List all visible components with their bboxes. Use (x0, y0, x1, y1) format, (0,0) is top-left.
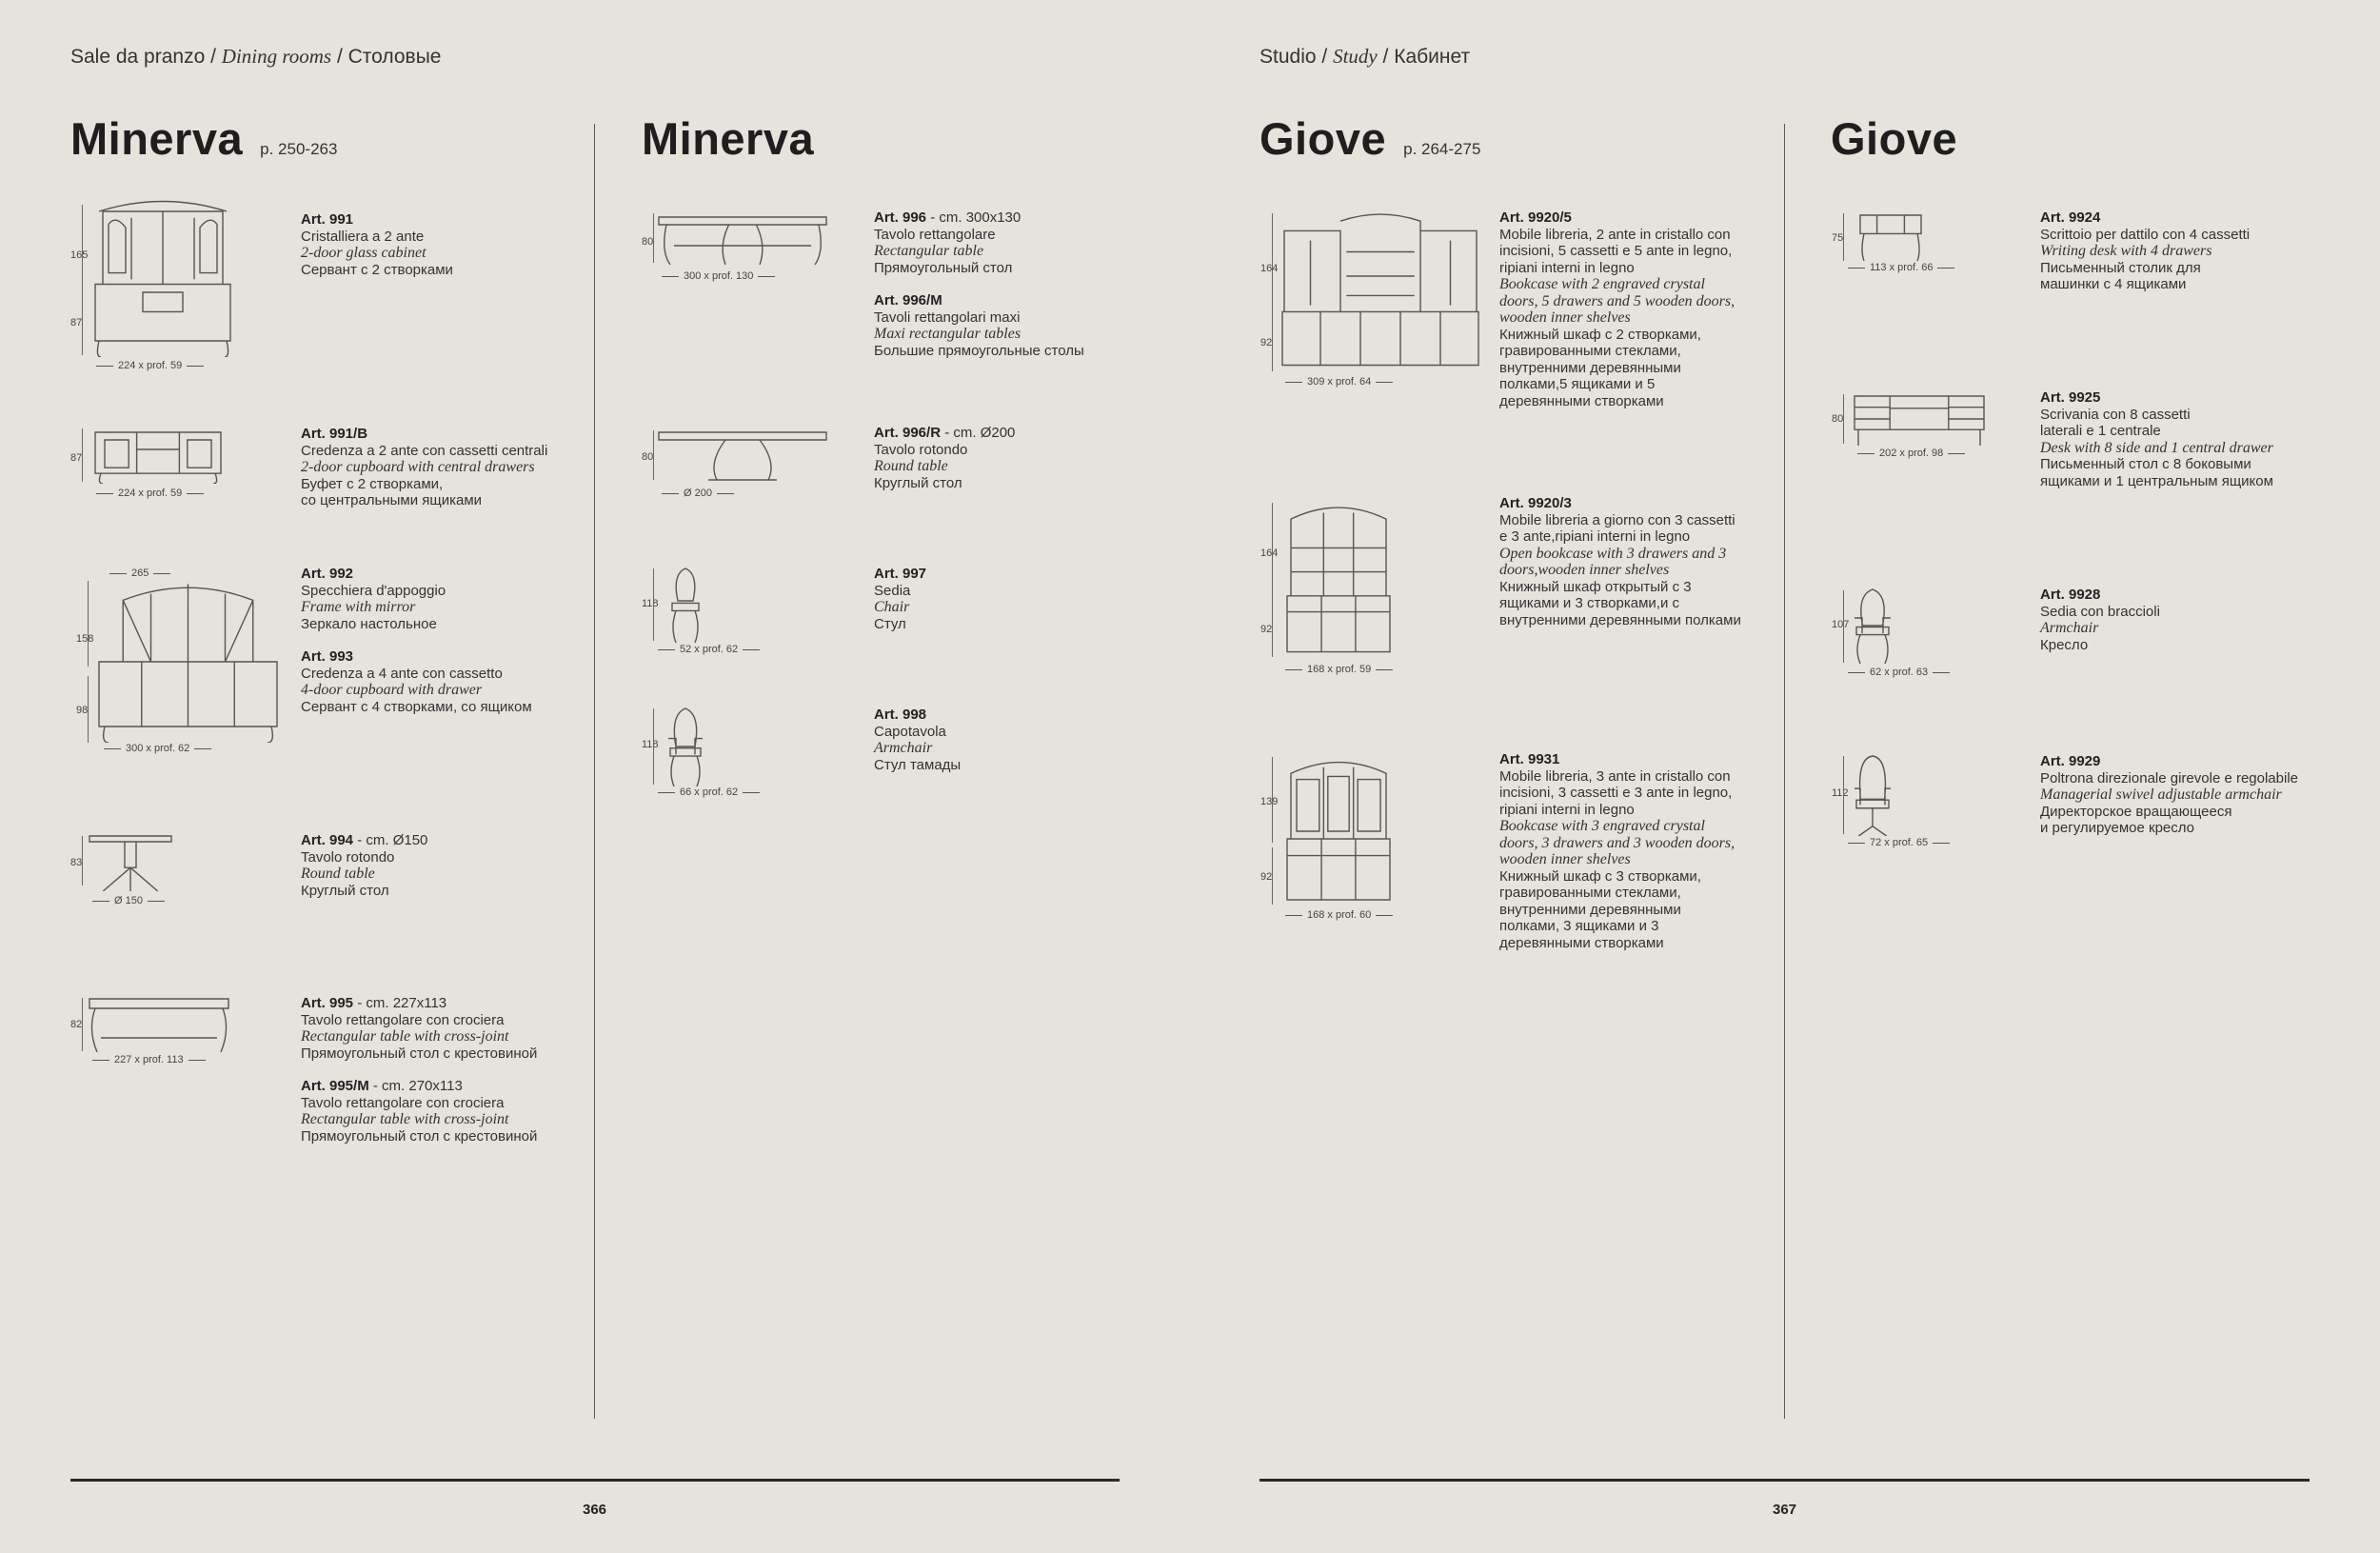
height-dimension: 87 (70, 452, 83, 464)
collection-title-giove-2 (1831, 112, 1957, 165)
description-en: 2-door cupboard with central drawers (301, 459, 535, 475)
article-line (301, 1078, 537, 1095)
product-drawing (95, 581, 281, 747)
height-dimension: 80 (642, 236, 654, 248)
width-depth-dimension: Ø 150 (88, 895, 169, 906)
description-it: Poltrona direzionale girevole e regolabile (2040, 769, 2299, 786)
page-reference: p. 264-275 (1403, 140, 1481, 158)
width-depth-dimension: 227 x prof. 113 (88, 1054, 210, 1065)
description-en: 4-door cupboard with drawer (301, 682, 483, 698)
description-en: Desk with 8 side and 1 central drawer (2040, 439, 2273, 456)
height-dimension: 83 (70, 857, 83, 868)
height-dimension: 92 (1260, 337, 1273, 348)
description-en: Maxi rectangular tables (874, 326, 1021, 342)
description-it: Sedia (874, 582, 911, 599)
description-ru: Книжный шкаф открытый с 3 ящиками и 3 створками,и с внутренними деревянными полками (1499, 578, 1741, 628)
width-depth-dimension: 62 x prof. 63 (1843, 667, 1954, 678)
article-line (301, 648, 532, 666)
description-en: Managerial swivel adjustable armchair (2040, 786, 2282, 803)
article-line (874, 566, 926, 583)
article-code: Art. 9928 (2040, 587, 2101, 603)
dimension-line (88, 581, 89, 667)
height-dimension: 92 (1260, 871, 1273, 883)
article-code: Art. 997 (874, 566, 927, 582)
dimension-line (82, 998, 83, 1051)
product-description (874, 566, 926, 632)
description-en: Chair (874, 599, 910, 615)
width-depth-dimension: Ø 200 (657, 488, 739, 499)
height-dimension: 80 (1832, 413, 1844, 425)
article-code: Art. 993 (301, 648, 354, 665)
section-en: Dining rooms (221, 45, 332, 68)
description-ru: Прямоугольный стол с крестовиной (301, 1127, 538, 1145)
height-dimension: 158 (76, 633, 94, 645)
product-description (2040, 753, 2298, 837)
description-it: Tavolo rettangolare con crociera (301, 1094, 505, 1111)
article-code: Art. 9920/5 (1499, 209, 1572, 226)
description-it: Tavolo rettangolare con crociera (301, 1011, 505, 1028)
height-dimension: 98 (76, 705, 89, 716)
description-en: Rectangular table with cross-joint (301, 1028, 509, 1045)
description-en: Rectangular table with cross-joint (301, 1111, 509, 1127)
height-dimension: 75 (1832, 232, 1844, 244)
article-code: Art. 996/M (874, 292, 942, 309)
article-code: Art. 995/M (301, 1078, 369, 1094)
product-drawing (1856, 211, 1925, 266)
article-size: - cm. 300x130 (926, 209, 1021, 226)
description-it: Sedia con braccioli (2040, 603, 2160, 620)
description-ru: Кресло (2040, 636, 2089, 653)
height-dimension: 118 (642, 598, 659, 609)
article-code: Art. 9924 (2040, 209, 2101, 226)
article-line (874, 707, 961, 724)
description-it: Mobile libreria, 3 ante in cristallo con incisioni, 3 cassetti e 3 ante in legno, ripiani interni in legno (1499, 767, 1733, 818)
collection-name: Giove (1831, 113, 1958, 164)
description-ru: Зеркало настольное (301, 615, 437, 632)
article-size: - cm. Ø150 (353, 832, 428, 848)
column-divider (594, 124, 595, 1419)
width-depth-dimension: 300 x prof. 130 (657, 270, 780, 282)
section-ru: / Столовые (331, 46, 442, 68)
width-depth-dimension: 168 x prof. 59 (1280, 664, 1398, 675)
dimension-line (82, 300, 83, 355)
dimension-line (82, 205, 83, 309)
height-dimension: 112 (1832, 787, 1849, 799)
article-code: Art. 994 (301, 832, 354, 848)
description-it: Mobile libreria, 2 ante in cristallo con incisioni, 5 cassetti e 5 ante in legno, ripiani interni in legno (1499, 226, 1733, 276)
page-number-left: 366 (583, 1502, 607, 1518)
collection-name: Minerva (642, 113, 815, 164)
height-dimension: 80 (642, 451, 654, 463)
collection-name: Giove (1259, 113, 1387, 164)
product-drawing (1280, 211, 1480, 378)
product-description (874, 707, 961, 773)
product-description (301, 832, 427, 899)
article-code: Art. 9931 (1499, 751, 1560, 767)
article-line (2040, 209, 2250, 227)
description-it: Cristalliera a 2 ante (301, 228, 425, 245)
description-ru: Стул тамады (874, 756, 962, 773)
height-dimension: 87 (70, 317, 83, 329)
article-code: Art. 992 (301, 566, 354, 582)
description-it: Scrittoio per dattilo con 4 cassetti (2040, 226, 2251, 243)
article-line (301, 832, 427, 849)
article-code: Art. 995 (301, 995, 354, 1011)
article-line (874, 425, 1015, 442)
description-it: Mobile libreria a giorno con 3 cassetti e 3 ante,ripiani interni in legno (1499, 511, 1735, 545)
section-ru: / Кабинет (1377, 46, 1471, 68)
product-description (2040, 389, 2273, 489)
width-depth-dimension: 66 x prof. 62 (653, 786, 764, 798)
description-en: Open bookcase with 3 drawers and 3 doors,wooden inner shelves (1499, 545, 1727, 578)
height-dimension: 82 (70, 1019, 83, 1030)
dimension-line (1272, 847, 1273, 905)
description-ru: Книжный шкаф с 3 створками, гравированными стеклами, внутренними деревянными полками, 3 ящиками и 3 деревянными створками (1499, 867, 1701, 951)
description-it: Credenza a 2 ante con cassetti centrali (301, 442, 548, 459)
article-line (2040, 753, 2298, 770)
product-drawing (657, 428, 828, 490)
article-size: - cm. Ø200 (941, 425, 1016, 441)
section-header-left (70, 45, 441, 69)
article-line (2040, 389, 2273, 407)
dimension-line (1272, 600, 1273, 657)
width-depth-dimension: 52 x prof. 62 (653, 644, 764, 655)
description-en: Armchair (874, 740, 933, 756)
section-it: Studio / (1259, 46, 1334, 68)
description-ru: Буфет с 2 створками, со центральными ящиками (301, 475, 483, 508)
description-ru: Большие прямоугольные столы (874, 342, 1084, 359)
height-dimension: 118 (642, 739, 659, 750)
width-depth-dimension: 202 x prof. 98 (1853, 448, 1970, 459)
height-dimension: 164 (1260, 548, 1279, 559)
width-depth-dimension: 168 x prof. 60 (1280, 909, 1398, 921)
description-en: Bookcase with 2 engraved crystal doors, 5 drawers and 5 wooden doors, wooden inner shelves (1499, 276, 1735, 326)
page-reference: p. 250-263 (260, 140, 338, 158)
product-drawing (1285, 500, 1392, 665)
product-description (2040, 587, 2160, 653)
dimension-line (1272, 213, 1273, 318)
section-en: Study (1333, 45, 1378, 68)
article-code: Art. 9925 (2040, 389, 2101, 406)
article-line (301, 566, 532, 583)
product-description (301, 426, 547, 509)
description-it: Tavolo rotondo (301, 848, 395, 866)
article-line (301, 211, 453, 229)
width-depth-dimension: 224 x prof. 59 (91, 360, 208, 371)
article-code: Art. 9920/3 (1499, 495, 1572, 511)
dimension-line (653, 430, 654, 480)
page-number-right: 367 (1773, 1502, 1797, 1518)
article-code: Art. 998 (874, 707, 927, 723)
product-drawing (1853, 392, 1986, 450)
description-ru: Директорское вращающееся и регулируемое кресло (2040, 803, 2232, 836)
product-drawing (91, 195, 234, 362)
product-drawing (88, 995, 230, 1057)
description-en: Frame with mirror (301, 599, 416, 615)
description-it: Tavolo rotondo (874, 441, 968, 458)
description-it: Scrivania con 8 cassetti laterali e 1 centrale (2040, 406, 2191, 439)
dimension-line (1272, 314, 1273, 371)
collection-title-giove-1 (1259, 112, 1480, 165)
dimension-line (1843, 590, 1844, 663)
dimension-line (1843, 756, 1844, 834)
article-code: Art. 996 (874, 209, 927, 226)
product-drawing (1285, 755, 1392, 912)
product-drawing (666, 567, 704, 647)
product-description (301, 211, 453, 278)
footer-rule (70, 1479, 1120, 1482)
dimension-line (653, 568, 654, 641)
top-width-dimension: 265 (105, 567, 175, 579)
product-description (1499, 751, 1735, 951)
dimension-line (653, 213, 654, 263)
description-en: Bookcase with 3 engraved crystal doors, 3 drawers and 3 wooden doors, wooden inner shelves (1499, 818, 1735, 867)
collection-title-minerva-1 (70, 112, 337, 165)
article-line (874, 292, 1084, 309)
description-ru: Письменный стол с 8 боковыми ящиками и 1 центральным ящиком (2040, 456, 2273, 489)
product-drawing (1853, 754, 1893, 841)
description-en: Round table (874, 458, 948, 474)
height-dimension: 164 (1260, 263, 1279, 274)
article-size: - cm. 270x113 (368, 1078, 463, 1094)
article-line (1499, 495, 1741, 512)
product-drawing (657, 211, 828, 273)
height-dimension: 92 (1260, 624, 1273, 635)
description-it: Specchiera d'appoggio (301, 582, 446, 599)
article-line (874, 209, 1084, 227)
description-en: Round table (301, 866, 375, 882)
description-en: 2-door glass cabinet (301, 245, 426, 261)
footer-rule (1259, 1479, 2310, 1482)
description-en: Rectangular table (874, 243, 984, 259)
dimension-line (1843, 213, 1844, 261)
product-description (1499, 495, 1741, 628)
description-ru: Письменный столик для машинки с 4 ящиками (2040, 259, 2201, 292)
width-depth-dimension: 224 x prof. 59 (91, 488, 208, 499)
product-drawing (88, 832, 173, 896)
description-ru: Круглый стол (874, 474, 962, 491)
dimension-line (1272, 757, 1273, 843)
dimension-line (1843, 394, 1844, 444)
description-it: Tavoli rettangolari maxi (874, 309, 1021, 326)
description-en: Writing desk with 4 drawers (2040, 243, 2212, 259)
width-depth-dimension: 309 x prof. 64 (1280, 376, 1398, 388)
dimension-line (1272, 503, 1273, 607)
product-drawing (1853, 587, 1893, 668)
article-line (301, 426, 547, 443)
article-line (1499, 209, 1735, 227)
section-it: Sale da pranzo / (70, 46, 222, 68)
dimension-line (88, 676, 89, 743)
description-it: Tavolo rettangolare (874, 226, 996, 243)
description-ru: Стул (874, 615, 906, 632)
height-dimension: 107 (1832, 619, 1850, 630)
height-dimension: 165 (70, 249, 89, 261)
product-drawing (666, 707, 704, 791)
description-it: Capotavola (874, 723, 946, 740)
dimension-line (82, 428, 83, 482)
article-size: - cm. 227x113 (353, 995, 447, 1011)
description-ru: Книжный шкаф с 2 створками, гравированными стеклами, внутренними деревянными полками,5 ящиками и 5 деревянными створками (1499, 326, 1701, 409)
article-code: Art. 991/B (301, 426, 368, 442)
description-ru: Прямоугольный стол (874, 259, 1013, 276)
width-depth-dimension: 72 x prof. 65 (1843, 837, 1954, 848)
collection-title-minerva-2 (642, 112, 814, 165)
product-description (2040, 209, 2250, 293)
description-ru: Круглый стол (301, 882, 389, 899)
description-ru: Сервант с 4 створками, со ящиком (301, 698, 532, 715)
description-ru: Сервант с 2 створками (301, 261, 453, 278)
description-it: Credenza a 4 ante con cassetto (301, 665, 503, 682)
description-ru: Прямоугольный стол с крестовиной (301, 1045, 538, 1062)
width-depth-dimension: 113 x prof. 66 (1843, 262, 1959, 273)
article-code: Art. 9929 (2040, 753, 2101, 769)
product-description (301, 995, 537, 1145)
product-description (1499, 209, 1735, 409)
section-header-right (1259, 45, 1470, 69)
product-description (874, 209, 1084, 359)
product-description (874, 425, 1015, 491)
width-depth-dimension: 300 x prof. 62 (99, 743, 216, 754)
dimension-line (653, 708, 654, 785)
column-divider (1784, 124, 1785, 1419)
article-line (2040, 587, 2160, 604)
article-line (301, 995, 537, 1012)
product-description (301, 566, 532, 715)
collection-name: Minerva (70, 113, 244, 164)
article-line (1499, 751, 1735, 768)
height-dimension: 139 (1260, 796, 1279, 807)
article-code: Art. 991 (301, 211, 354, 228)
article-code: Art. 996/R (874, 425, 942, 441)
dimension-line (82, 836, 83, 886)
product-drawing (91, 427, 225, 488)
description-en: Armchair (2040, 620, 2099, 636)
